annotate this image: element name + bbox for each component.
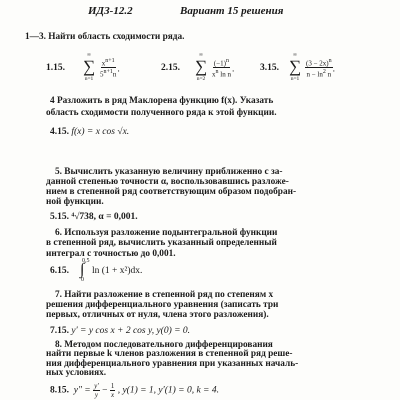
task-6-line-1: 6. Используя разложение подынтегральной функции (55, 228, 278, 239)
task-5-line-1: 5. Вычислить указанную величину приближенно с за- (55, 166, 283, 177)
integral-lower-limit: 0 (81, 276, 84, 283)
series-2-lower: n=2 (196, 76, 206, 82)
task-5-line-2: данной степенью точности α, воспользовавшись разложе- (46, 177, 289, 188)
integral-integrand: ln (1 + x²)dx. (92, 266, 143, 277)
task-5-line-4: ной функции. (46, 197, 104, 208)
task-4-line-2: область сходимости полученного ряда к этой функции. (46, 108, 277, 118)
task-7-line-1: 7. Найти разложение в степенной ряд по степеням x (55, 289, 274, 300)
sum-sign-3: ∑ (288, 57, 302, 76)
task-8-line-3: ния дифференциального уравнения при указанных началь- (46, 358, 299, 369)
task-1-3-text: Найти область сходимости ряда. (48, 32, 185, 42)
series-1-fraction: $\frac{x^{n+1}}{5^{n+1}n}$ . (100, 58, 120, 79)
series-3-number: 3.15. (260, 63, 279, 73)
series-3-lower: n=1 (290, 76, 300, 82)
integral-sign: ∫ (80, 261, 85, 279)
integral-upper-limit: 0,5 (82, 257, 90, 264)
series-3-fraction: $\frac{(3 - 2x)^n}{n - \ln^2 n}$ . (306, 58, 335, 79)
header-left: ИДЗ-12.2 (88, 5, 133, 17)
series-2-fraction: $\frac{(-1)^n}{x^n \ln n}$ . (212, 58, 235, 79)
task-4-line-1: 4 Разложить в ряд Маклорена функцию f(x). Указать (50, 96, 274, 106)
task-1-3-intro (25, 32, 184, 43)
task-7-line-3: первых, отличных от нуля, члена этого разложения). (46, 309, 269, 320)
series-1-upper: ∞ (87, 52, 91, 58)
series-1-lower: n=1 (84, 76, 94, 82)
task-5-line-3: нием в степенной ряд соответствующим образом подобран- (46, 187, 297, 198)
task-1-3-number: 1—3. (25, 32, 46, 42)
header-right: Вариант 15 решения (180, 5, 284, 17)
task-8-line-2: найти первые k членов разложения в степенной ряд реше- (46, 349, 293, 360)
sum-sign-1: ∑ (82, 57, 96, 76)
task-6-line-3: интеграл с точностью до 0,001. (46, 248, 176, 259)
series-1-number: 1.15. (46, 63, 65, 73)
task-7-formula-row: 7.15. y′ = y cos x + 2 cos y, y(0) = 0. (50, 326, 191, 337)
task-8-line-4: ных условиях. (46, 367, 107, 378)
series-2-upper: ∞ (199, 52, 203, 58)
series-3-upper: ∞ (293, 52, 297, 58)
series-2-number: 2.15. (161, 63, 180, 73)
sum-sign-2: ∑ (194, 57, 208, 76)
task-6-line-2: в степенной ряд, вычислить указанный определенный (46, 238, 277, 249)
task-6-number: 6.15. (50, 266, 69, 277)
task-5-formula-row: 5.15. ⁴√738, α = 0,001. (50, 211, 138, 222)
task-4-formula-row: 4.15. f(x) = x cos √x. (50, 127, 130, 137)
task-8-formula-row: 8.15. y″ = $\frac{y'}{y}$ − $\frac{1}{x}$ , y(1) = 1, y′(1) = 0, k = 4. (50, 381, 219, 399)
task-8-line-1: 8. Методом последовательного дифференцирования (55, 339, 273, 350)
task-7-line-2: решения дифференциального уравнения (записать три (46, 299, 279, 310)
